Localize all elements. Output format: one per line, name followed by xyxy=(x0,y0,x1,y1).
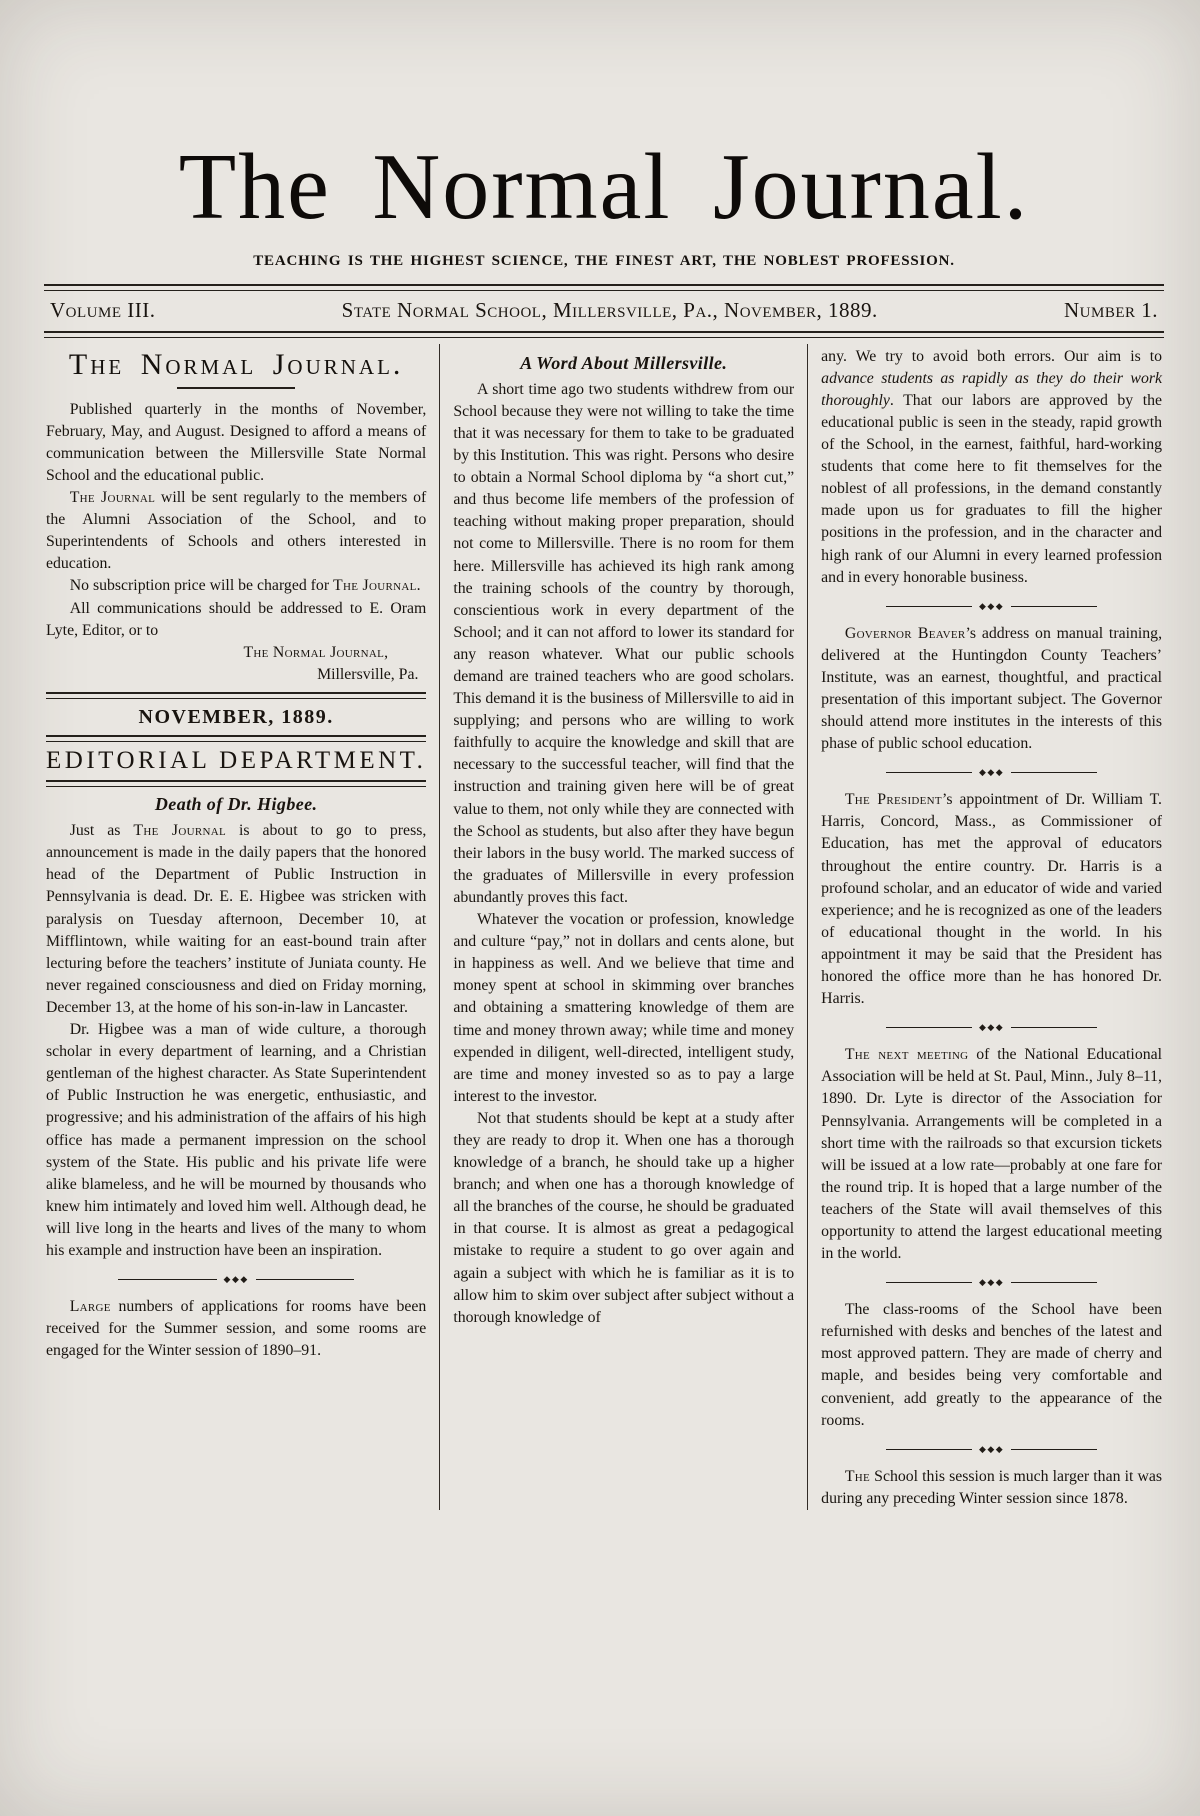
text-run: Governor Beaver xyxy=(844,624,966,642)
diamond-ornament-icon: ◆◆◆ xyxy=(978,1022,1005,1033)
masthead-rule-bottom xyxy=(44,331,1164,338)
text-run: The Journal xyxy=(333,577,417,595)
divider-line xyxy=(1011,772,1097,773)
divider-line xyxy=(118,1279,216,1280)
text-run: Whatever the vocation or profession, knowledge and culture “pay,” not in dollars and cents alone, but in happiness as well. And we believe that time and money spent at school in skimming over branches and obtaining a smattering knowledge of them are time and money thrown away; while time and money expended in diligent, well-directed, intelligent study, are time and money invested so as to pay a large interest to the investor. xyxy=(453,911,795,1105)
column-1 xyxy=(44,344,439,1510)
paragraph xyxy=(46,487,426,575)
divider-line xyxy=(1011,1027,1097,1028)
number-label: Number 1. xyxy=(1063,297,1158,322)
text-run: Millersville, Pa. xyxy=(317,665,419,683)
paragraph xyxy=(46,1019,426,1262)
paragraph xyxy=(46,598,426,642)
section-divider xyxy=(118,1275,354,1284)
paragraph xyxy=(453,909,794,1108)
paragraph xyxy=(821,346,1162,589)
text-run: All communications should be addressed to E. Oram Lyte, Editor, or to xyxy=(46,599,427,639)
article-title: A Word About Millersville. xyxy=(520,352,728,373)
section-divider xyxy=(886,768,1097,777)
text-run: The Normal Journal, xyxy=(243,643,389,661)
column-3 xyxy=(807,344,1164,1510)
divider-line xyxy=(886,772,972,773)
text-run: ’s address on manual training, delivered at the Huntingdon County Teachers’ Institute, was an earnest, thoughtful, and practical presentation of this important subject. The Governor should attend more institutes in the interests of this phase of public school education. xyxy=(821,624,1163,753)
text-run: will be sent regularly to the members of the Alumni Association of the School, and to Superintendents of Schools and others interested in education. xyxy=(46,489,427,573)
text-run: of the National Educational Association will be held at St. Paul, Minn., July 8–11, 1890. Dr. Lyte is director of the Association for Pennsylvania. Arrangements will be completed in a short time with the railroads so that excursion tickets will be issued at a low rate—probably at one fare for the round trip. It is hoped that a large number of the teachers of the State will avail themselves of this opportunity to attend the largest educational meeting in the world. xyxy=(821,1046,1163,1263)
paragraph xyxy=(821,1466,1162,1510)
text-run: . xyxy=(416,577,421,595)
text-run: Published quarterly in the months of November, February, May, and August. Designed to afford a means of communication between the Millersville State Normal School and the educational public. xyxy=(46,400,427,484)
text-run: . That our labors are approved by the educational public is seen in the steady, rapid growth of the School, in the earnest, faithful, hard-working students that come here to fit themselves for the noblest of all professions, in the demand constantly made upon us for graduates to fill the higher positions in the profession, and in the character and high rank of our Alumni in every learned profession and in every honorable business. xyxy=(821,391,1163,586)
tagline: TEACHING IS THE HIGHEST SCIENCE, THE FINEST ART, THE NOBLEST PROFESSION. xyxy=(253,252,955,269)
paragraph xyxy=(821,1299,1162,1432)
divider-line xyxy=(886,1282,972,1283)
paragraph xyxy=(46,820,426,1019)
double-rule xyxy=(46,692,426,699)
text-run: The Journal xyxy=(133,822,226,840)
double-rule xyxy=(46,780,426,787)
paragraph xyxy=(453,1108,794,1329)
diamond-ornament-icon: ◆◆◆ xyxy=(978,600,1005,611)
divider-line xyxy=(886,1449,972,1450)
text-run: advance students as rapidly as they do their work thoroughly xyxy=(821,369,1163,409)
diamond-ornament-icon: ◆◆◆ xyxy=(978,1443,1005,1454)
section-divider xyxy=(886,602,1097,611)
text-run: The President xyxy=(844,791,942,809)
text-run: The next meeting xyxy=(844,1046,969,1064)
volume-label: Volume III. xyxy=(50,297,156,322)
title-underline-rule xyxy=(177,387,295,389)
text-run: Just as xyxy=(69,822,134,840)
department-heading: EDITORIAL DEPARTMENT. xyxy=(46,747,427,774)
column-2 xyxy=(439,344,807,1510)
section-divider xyxy=(886,1278,1097,1287)
volume-row xyxy=(44,297,1164,325)
text-run: School this session is much larger than it was during any preceding Winter session since 1878. xyxy=(821,1467,1163,1507)
diamond-ornament-icon: ◆◆◆ xyxy=(223,1274,249,1285)
issue-date-heading: NOVEMBER, 1889. xyxy=(138,705,334,728)
address-line xyxy=(46,642,426,664)
paragraph xyxy=(821,1044,1162,1265)
paragraph xyxy=(46,1296,426,1362)
section-divider xyxy=(886,1445,1097,1454)
text-run: ’s appointment of Dr. William T. Harris, Concord, Mass., as Commissioner of Education, has met the approval of educators throughout the entire country. Dr. Harris is a profound scholar, and an educator of wide and varied experience; and he is recognized as one of the leaders of educational thought in the world. In his appointment it may be said that the President has honored the office more than he has honored Dr. Harris. xyxy=(821,791,1163,1008)
masthead-rule-top xyxy=(44,284,1164,291)
divider-line xyxy=(256,1279,354,1280)
double-rule xyxy=(46,735,426,742)
section-divider xyxy=(886,1023,1097,1032)
newspaper-title: The Normal Journal. xyxy=(178,135,1030,239)
paragraph xyxy=(46,575,426,597)
text-run: The Journal xyxy=(69,489,156,507)
diamond-ornament-icon: ◆◆◆ xyxy=(978,1277,1005,1288)
article-columns xyxy=(44,344,1164,1510)
paragraph xyxy=(821,623,1162,756)
divider-line xyxy=(1011,1282,1097,1283)
text-run: Dr. Higbee was a man of wide culture, a thorough scholar in every department of learning, and a Christian gentleman of the highest character. As State Superintendent of Public Instruction he was energetic, enthusiastic, and progressive; and his administration of the affairs of his high office has made a permanent impression on the school system of the State. His public and his private life were alike blameless, and he will be mourned by thousands who knew him intimately and loved him well. Although dead, he will live long in the hearts and lives of the many to whom his example and instruction have been an inspiration. xyxy=(46,1021,427,1259)
divider-line xyxy=(886,1027,972,1028)
paragraph xyxy=(821,789,1162,1010)
text-run: Large xyxy=(69,1298,111,1316)
text-run: Not that students should be kept at a study after they are ready to drop it. When one has a thorough knowledge of a branch, he should take up a higher branch; and when one has a thorough knowledge of all the branches of the course, he should be graduated in that course. It is almost as great a pedagogical mistake to require a student to go over again and again a subject with which he is familiar as it is to allow him to skim over subject after subject without a thorough knowledge of xyxy=(453,1109,795,1326)
masthead xyxy=(44,0,1164,338)
paragraph xyxy=(453,379,794,909)
text-run: The xyxy=(844,1467,871,1485)
text-run: numbers of applications for rooms have been received for the Summer session, and some rooms are engaged for the Winter session of 1890–91. xyxy=(46,1298,427,1360)
issue-line: State Normal School, Millersville, Pa., November, 1889. xyxy=(341,297,878,322)
divider-line xyxy=(1011,1449,1097,1450)
text-run: The class-rooms of the School have been refurnished with desks and benches of the latest and most approved pattern. They are made of cherry and maple, and besides being very comfortable and convenient, add greatly to the appearance of the rooms. xyxy=(821,1301,1163,1429)
paragraph xyxy=(46,399,426,487)
divider-line xyxy=(886,606,972,607)
text-run: No subscription price will be charged for xyxy=(69,577,334,595)
article-title: Death of Dr. Higbee. xyxy=(154,794,318,815)
diamond-ornament-icon: ◆◆◆ xyxy=(978,767,1005,778)
text-run: is about to go to press, announcement is made in the daily papers that the honored head of the Department of Public Instruction in Pennsylvania is dead. Dr. E. E. Higbee was stricken with paralysis on Tuesday afternoon, December 10, at Mifflintown, while waiting for an east-bound train after lecturing before the teachers’ institute of Juniata county. He never regained consciousness and died on Friday morning, December 13, at the home of his son-in-law in Lancaster. xyxy=(46,822,427,1016)
text-run: any. We try to avoid both errors. Our aim is to xyxy=(821,347,1163,365)
text-run: A short time ago two students withdrew from our School because they were not willing to take the time that it was necessary for them to take to be graduated by this Institution. This was right. Persons who desire to obtain a Normal School diploma by “a short cut,” and thus become life members of the profession of teaching without making proper preparation, should not come to Millersville. There is no room for them here. Millersville has achieved its high rank among the training schools of the country by thorough, conscientious work in every department of the School; and it can not afford to lower its standard for any reason whatever. What our public schools demand are trained teachers who are good scholars. This demand it is the business of Millersville to aid in supplying; and persons who are willing to work faithfully to acquire the knowledge and skill that are necessary to the successful teacher, will find that the instruction and training given here will be of great value to them, not only while they are connected with the School as students, but also after they have begun their labors in the busy world. The marked success of the graduates of Millersville in every profession abundantly proves this fact. xyxy=(453,380,795,906)
divider-line xyxy=(1011,606,1097,607)
journal-name-heading: The Normal Journal. xyxy=(68,347,404,381)
address-line xyxy=(46,664,426,686)
